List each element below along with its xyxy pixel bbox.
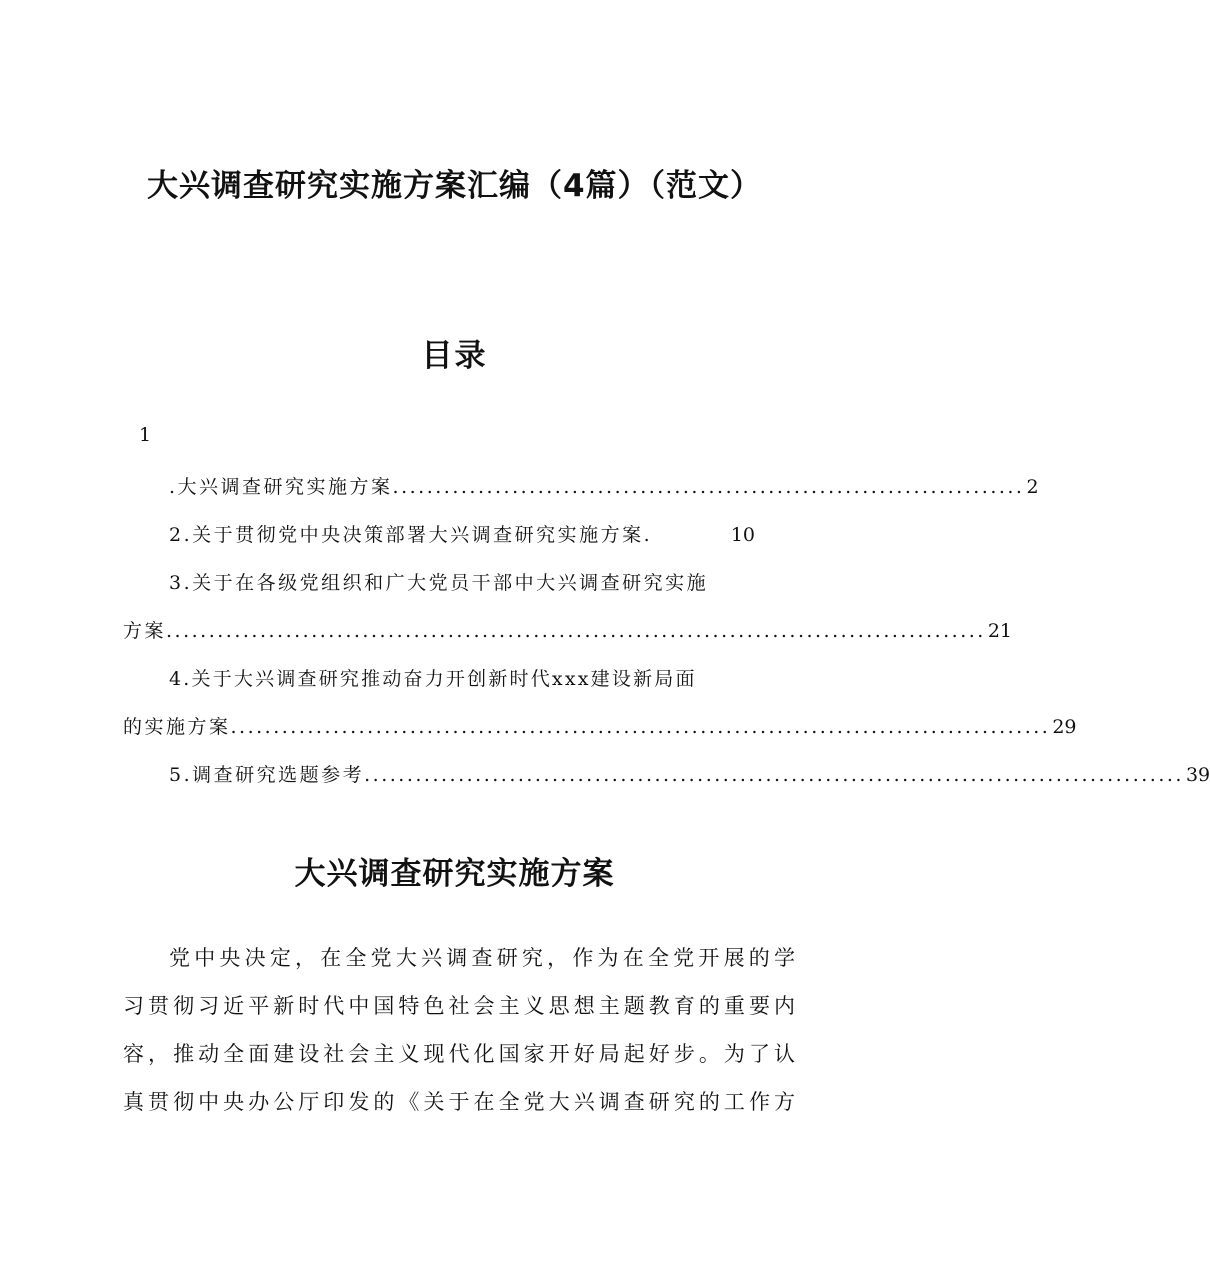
toc-entry-1[interactable] <box>169 472 1039 499</box>
toc-entry-4-text: 4.关于大兴调查研究推动奋力开创新时代xxx建设新局面 <box>169 668 697 690</box>
toc-entry-3-line1[interactable] <box>169 568 799 595</box>
body-paragraph-line-3: 容，推动全面建设社会主义现代化国家开好局起好步。为了认 <box>123 1042 795 1066</box>
toc-entry-3-text-cont: 方案 <box>123 620 167 642</box>
toc-entry-4-text-cont: 的实施方案 <box>123 716 231 738</box>
toc-entry-1-text: .大兴调查研究实施方案 <box>169 476 393 498</box>
body-paragraph-line-1: 党中央决定，在全党大兴调查研究，作为在全党开展的学 <box>169 946 795 970</box>
toc-heading: 目录 <box>421 338 488 374</box>
body-paragraph-line-4: 真贯彻中央办公厅印发的《关于在全党大兴调查研究的工作方 <box>123 1090 795 1114</box>
section-title: 大兴调查研究实施方案 <box>294 856 615 892</box>
toc-entry-3-line2[interactable] <box>123 616 1012 643</box>
toc-leader-dots: ................................................................................................ <box>364 764 1184 786</box>
toc-entry-2[interactable] <box>169 520 755 547</box>
toc-entry-2-text: 2.关于贯彻党中央决策部署大兴调查研究实施方案. <box>169 524 653 546</box>
toc-entry-4-line2[interactable] <box>123 712 1077 739</box>
toc-entry-3-page: 21 <box>987 620 1012 642</box>
document-title: 大兴调查研究实施方案汇编（4篇）（范文） <box>146 168 763 204</box>
toc-entry-3-text: 3.关于在各级党组织和广大党员干部中大兴调查研究实施 <box>169 572 709 594</box>
toc-leader-dots: ................................................................................................ <box>230 716 1051 738</box>
toc-entry-4-line1[interactable] <box>169 664 799 691</box>
toc-entry-4-page: 29 <box>1052 716 1077 738</box>
toc-entry-5-text: 5.调查研究选题参考 <box>169 764 365 786</box>
toc-entry-5[interactable] <box>169 760 1210 787</box>
toc-lone-number: 1 <box>139 424 152 446</box>
toc-entry-1-page: 2 <box>1026 476 1039 498</box>
toc-entry-2-page: 10 <box>730 524 755 546</box>
toc-leader-dots: .......................................................................... <box>392 476 1025 498</box>
body-paragraph-line-2: 习贯彻习近平新时代中国特色社会主义思想主题教育的重要内 <box>123 994 795 1018</box>
toc-leader-dots: ................................................................................................ <box>166 620 986 642</box>
toc-entry-5-page: 39 <box>1185 764 1210 786</box>
